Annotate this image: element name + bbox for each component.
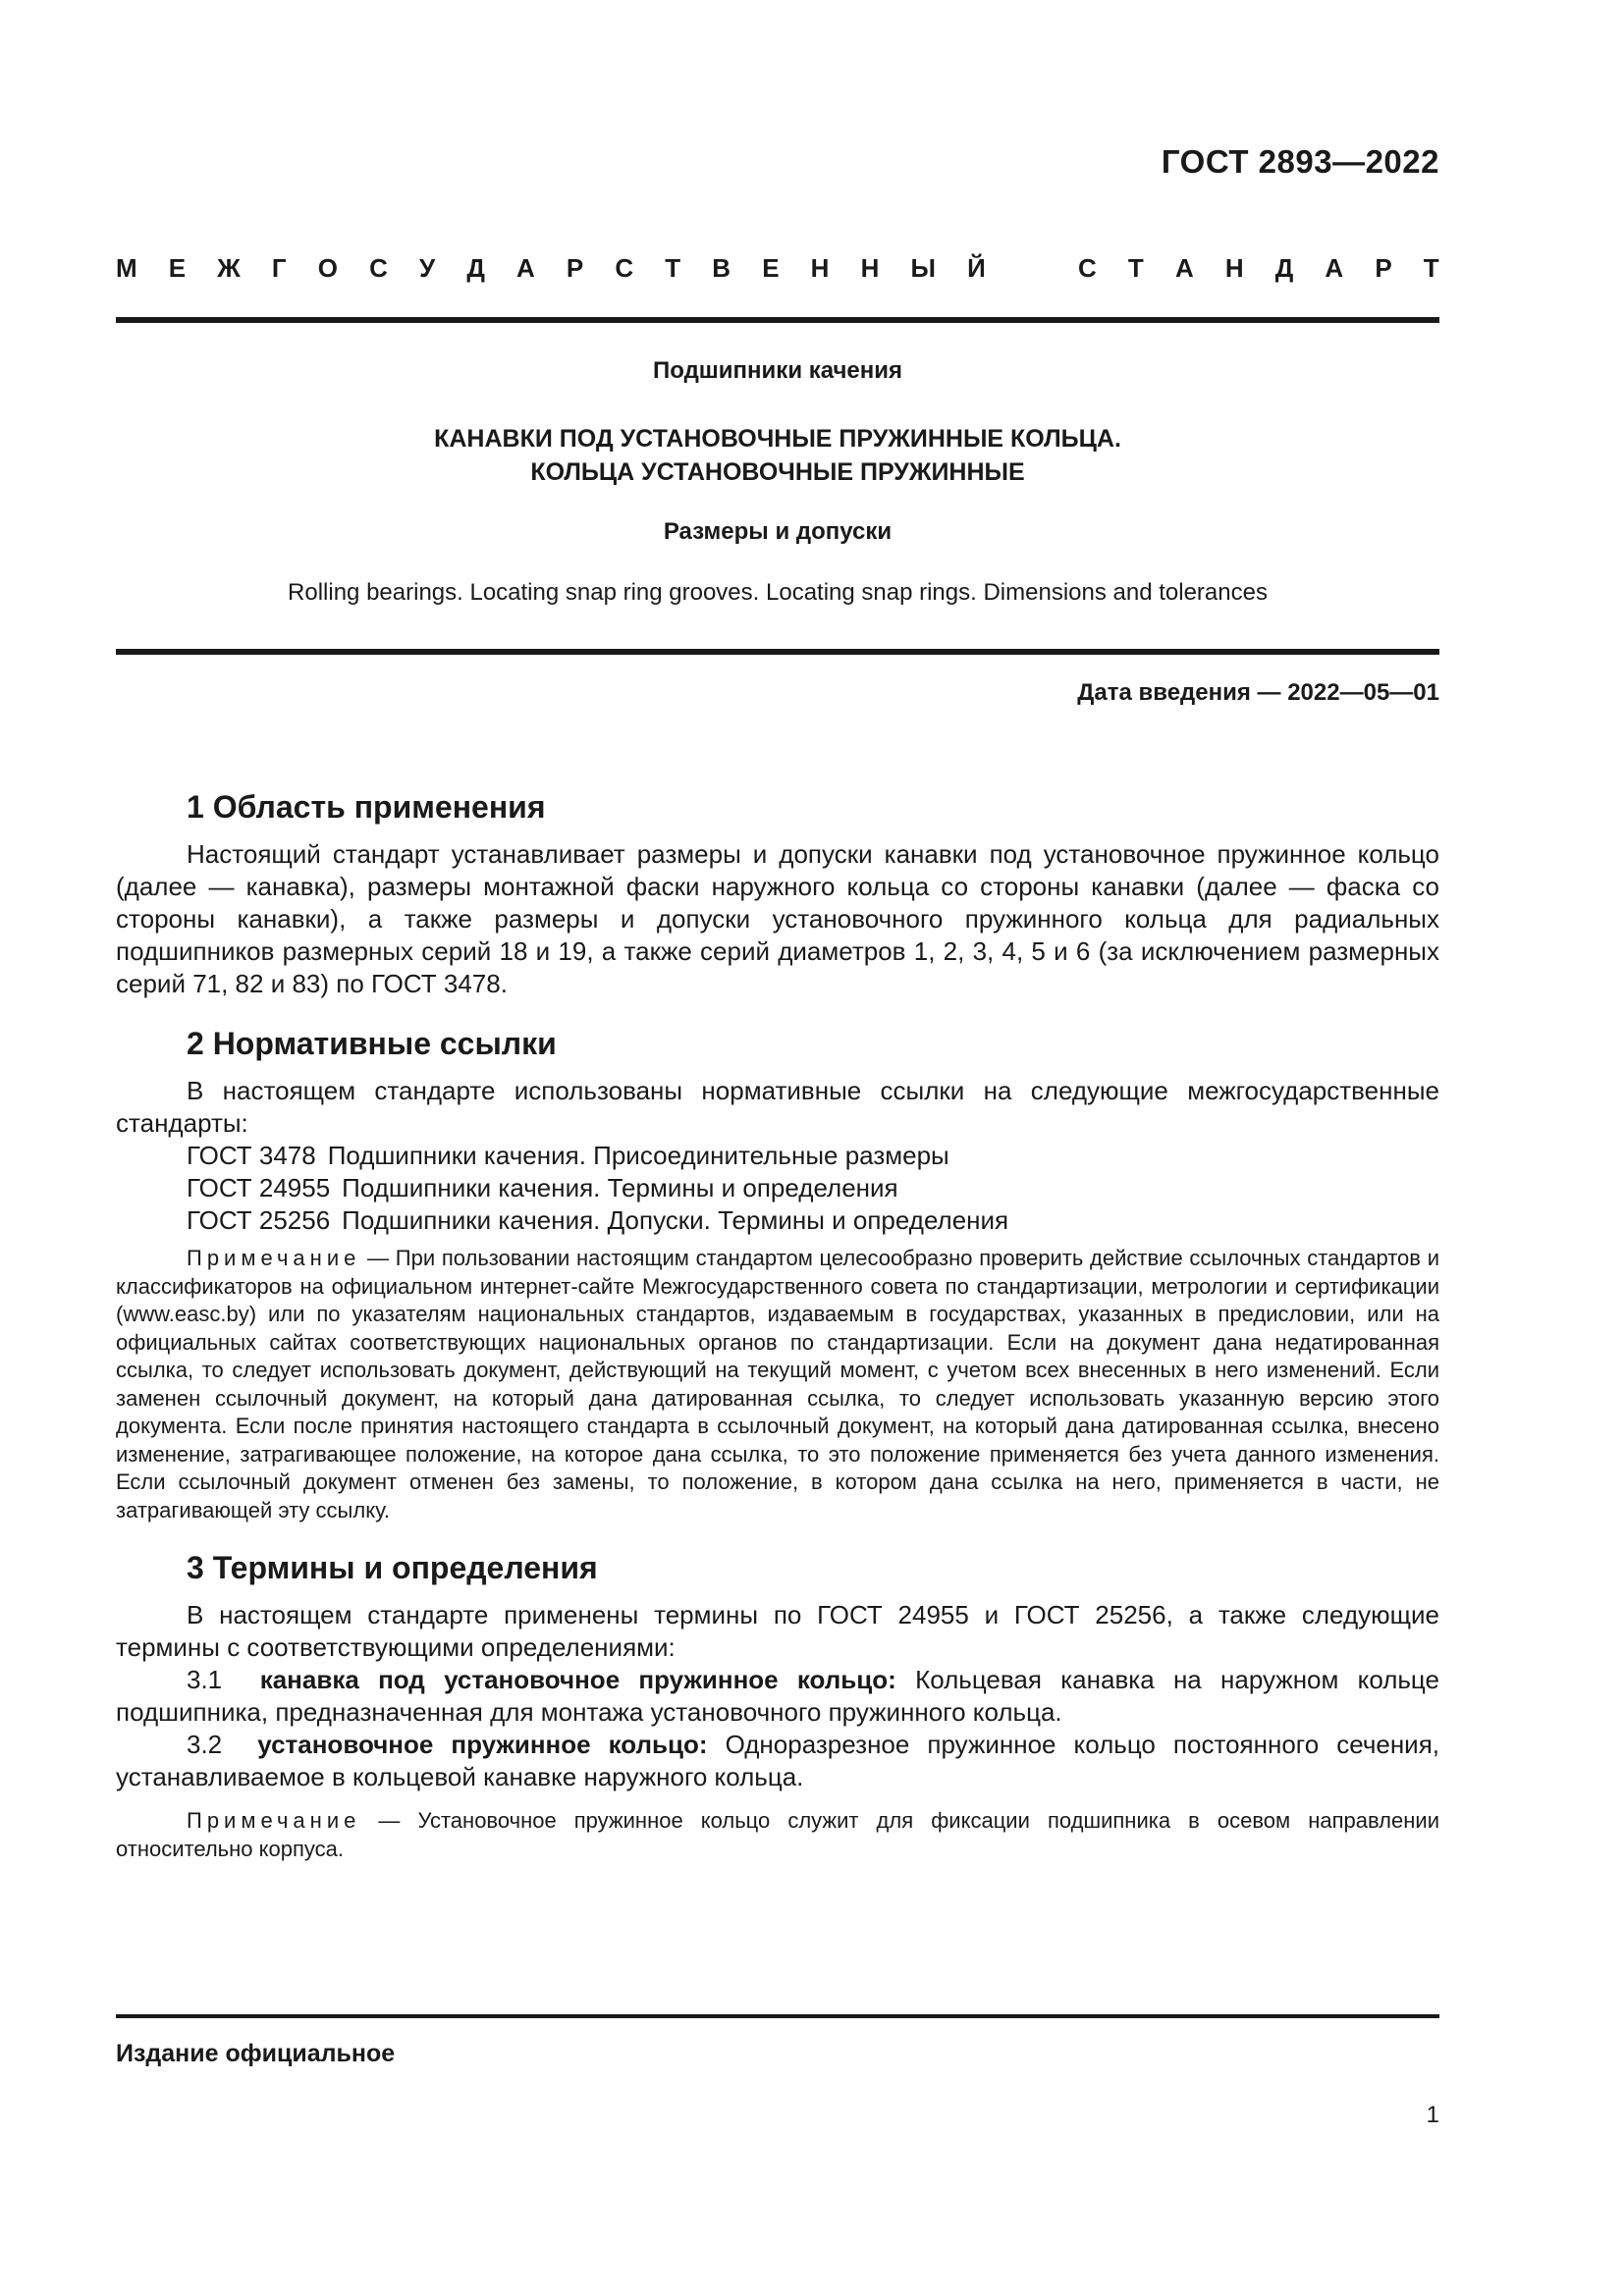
top-rule [116,317,1439,323]
standard-type-letter: Е [168,253,187,283]
note [116,1245,1439,1524]
term-definition [116,1729,1439,1793]
standard-type-letter: М [116,253,137,283]
footer-rule [116,2014,1439,2018]
note-text: — Установочное пружинное кольцо служит для фиксации подшипника в осевом направлении относительно корпуса. [116,1808,1439,1861]
document-page [116,0,1439,2296]
document-subtitle: Размеры и допуски [663,518,893,545]
reference-item [116,1172,1439,1204]
term-text: Одноразрезное пружинное кольцо постоянного сечения, устанавливаемое в кольцевой канавке наружного кольца. [116,1730,1440,1791]
term-text: Кольцевая канавка на наружном кольце подшипника, предназначенная для монтажа установочного пружинного кольца. [116,1665,1439,1727]
standard-type-letter: В [712,253,731,283]
standard-type-letter: Й [967,253,986,283]
reference-item [116,1140,1439,1172]
standard-type-letter: Д [466,253,485,283]
standard-type-letter: А [516,253,535,283]
paragraph: В настоящем стандарте применены термины по ГОСТ 24955 и ГОСТ 25256, а также следующие термины с соответствующими определениями: [116,1600,1439,1662]
standard-type-letter: Н [860,253,880,283]
note-label: Примечание [187,1246,361,1270]
standard-type-letter: Т [1423,253,1439,283]
standard-type-letter: О [317,253,338,283]
english-title: Rolling bearings. Locating snap ring grooves. Locating snap rings. Dimensions and tolerances [288,579,1268,606]
standard-type-letter: Е [762,253,780,283]
term-name: установочное пружинное кольцо: [257,1730,708,1759]
standard-type-letter: У [419,253,436,283]
standard-type-letter: Н [1224,253,1244,283]
term-number: 3.2 [187,1730,223,1759]
section-scope [116,783,1439,1000]
standard-type-letter: С [369,253,388,283]
word-gap [1017,253,1047,284]
reference-title: Подшипники качения. Присоединительные размеры [327,1141,949,1170]
term-name: канавка под установочное пружинное кольцо: [259,1665,896,1694]
standard-type-letter: Ж [217,253,241,283]
note-text: — При пользовании настоящим стандартом целесообразно проверить действие ссылочных стандартов и классификаторов на официальном интернет-сайте Межгосударственного совета по стандартизации, метрологии и сертификации (www.easc.by) или по указателям национальных стандартов, издаваемым в государствах, указанных в предисловии, или на официальных сайтах соответствующих национальных органов по стандартизации. Если на документ дана недатированная ссылка, то следует использовать документ, действующий на текущий момент, с учетом всех внесенных в него изменений. Если заменен ссылочный документ, на который дана датированная ссылка, то следует использовать указанную версию этого документа. Если после принятия настоящего стандарта в ссылочный документ, на который дана датированная ссылка, внесено изменение, затрагивающее положение, на которое дана ссылка, то это положение применяется без учета данного изменения. Если ссылочный документ отменен без замены, то положение, в котором дана ссылка на него, применяется в части, не затрагивающей эту ссылку. [116,1246,1439,1522]
title-line-1: КАНАВКИ ПОД УСТАНОВОЧНЫЕ ПРУЖИННЫЕ КОЛЬЦА. [434,425,1121,453]
standard-type-letter: Ы [910,253,936,283]
section-heading: 2 Нормативные ссылки [187,1026,557,1061]
term-definition [116,1664,1439,1729]
section-terms-definitions [116,1544,1439,1863]
introduction-date: Дата введения — 2022—05—01 [1077,679,1439,706]
page-number: 1 [1426,2102,1439,2128]
standard-type-letter: Т [665,253,681,283]
section-heading: 1 Область применения [187,789,546,825]
title-line-2: КОЛЬЦА УСТАНОВОЧНЫЕ ПРУЖИННЫЕ [530,458,1025,486]
section-heading: 3 Термины и определения [187,1550,598,1585]
note-label: Примечание [187,1808,361,1833]
standard-type-letter: А [1325,253,1344,283]
standard-type-letter: Р [566,253,584,283]
standard-type-letter: Т [1127,253,1144,283]
document-body [116,783,1439,1883]
standard-type-letter: Н [810,253,830,283]
term-number: 3.1 [187,1665,223,1694]
standard-number: ГОСТ 2893—2022 [1161,143,1439,180]
paragraph: Настоящий стандарт устанавливает размеры и допуски канавки под установочное пружинное кольцо (далее — канавка), размеры монтажной фаски наружного кольца со стороны канавки (далее — фаска со стороны канавки), а также размеры и допуски установочного пружинного кольца для радиальных подшипников размерных серий 18 и 19, а также серий диаметров 1, 2, 3, 4, 5 и 6 (за исключением размерных серий 71, 82 и 83) по ГОСТ 3478. [116,839,1439,998]
standard-type-letter: С [615,253,634,283]
standard-type-letter: Г [271,253,287,283]
title-rule [116,649,1439,655]
standard-type-letter: Д [1274,253,1294,283]
reference-code: ГОСТ 25256 [187,1205,331,1235]
standard-type-letter: С [1078,253,1097,283]
reference-code: ГОСТ 24955 [187,1173,331,1202]
document-subject: Подшипники качения [652,357,903,384]
reference-code: ГОСТ 3478 [187,1141,316,1170]
document-title [116,422,1439,489]
standard-type [116,253,1439,284]
section-normative-references [116,1020,1439,1524]
note [116,1807,1439,1863]
standard-type-letter: А [1174,253,1194,283]
standard-type-letter: Р [1375,253,1392,283]
reference-title: Подшипники качения. Допуски. Термины и определения [342,1205,1009,1235]
official-edition: Издание официальное [116,2040,396,2067]
reference-item [116,1204,1439,1237]
paragraph: В настоящем стандарте использованы нормативные ссылки на следующие межгосударственные стандарты: [116,1076,1439,1138]
reference-title: Подшипники качения. Термины и определения [342,1173,898,1202]
